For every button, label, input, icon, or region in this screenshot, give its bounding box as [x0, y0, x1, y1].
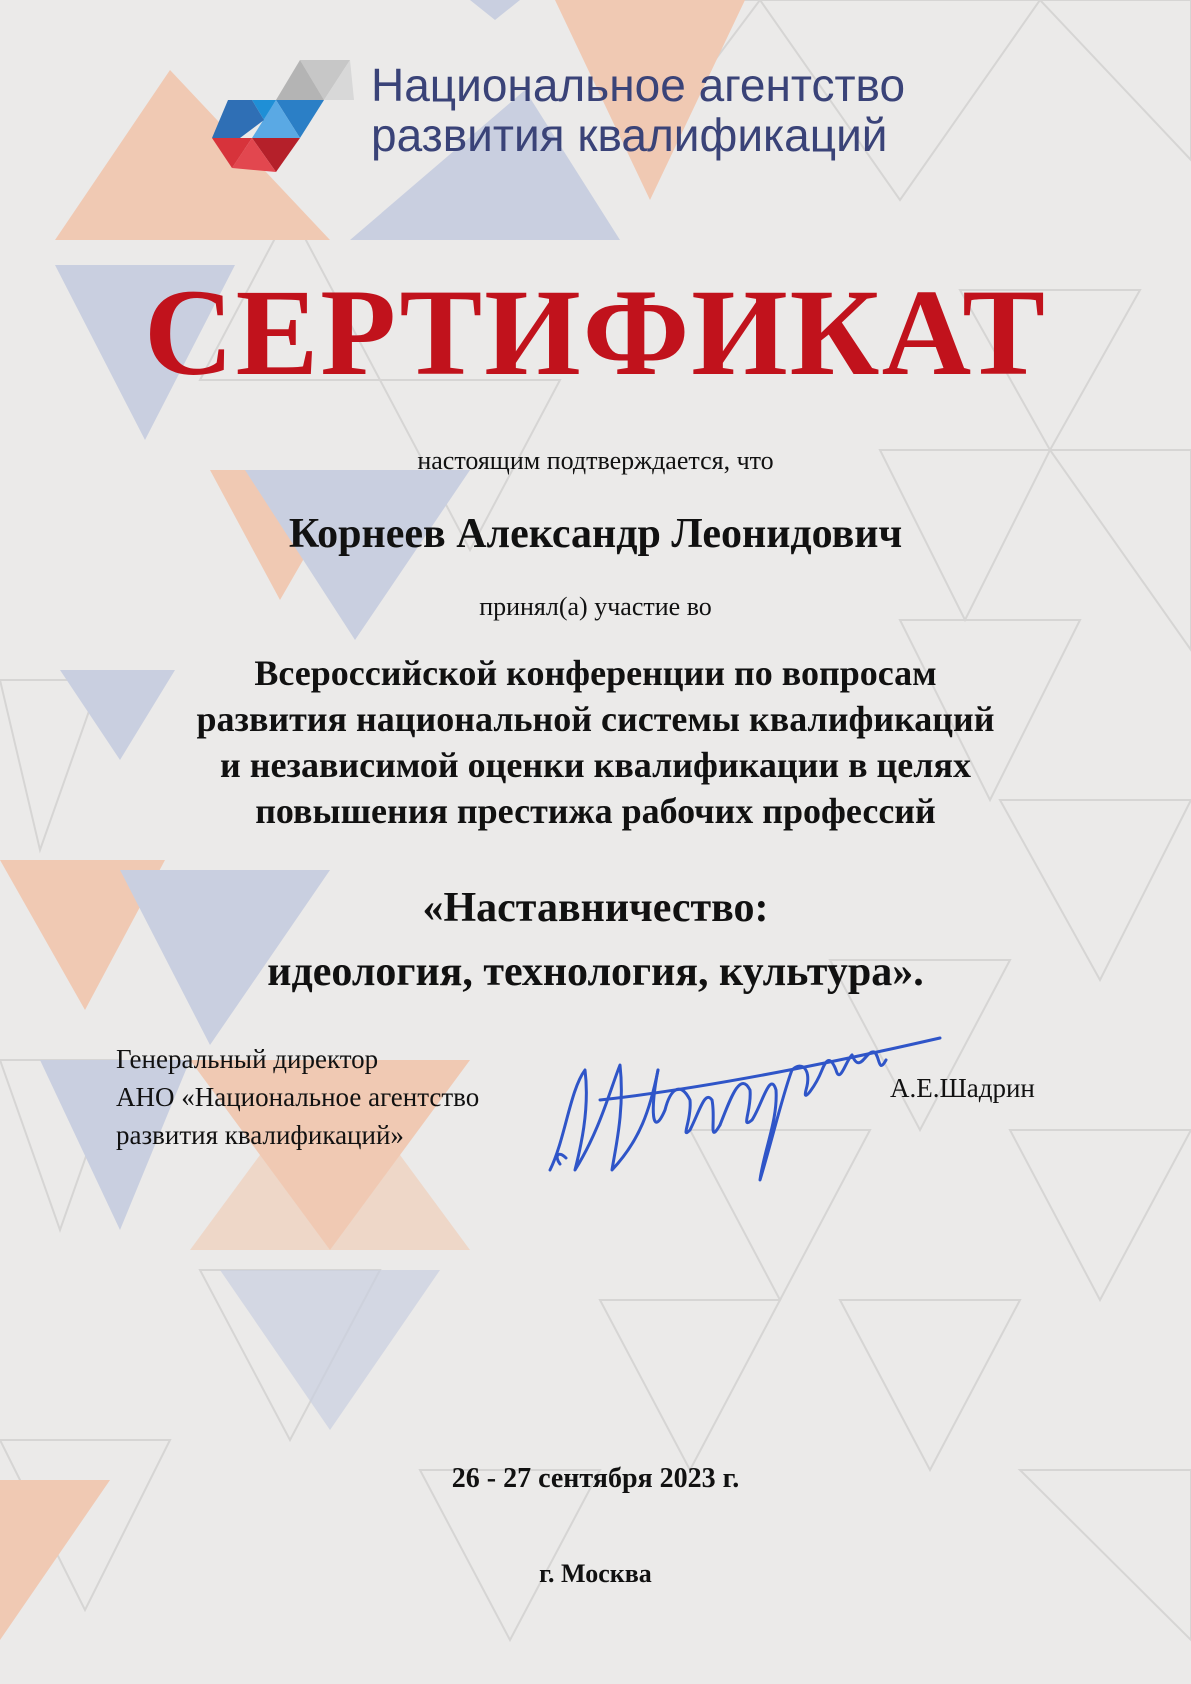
recipient-name: Корнеев Александр Леонидович — [288, 511, 903, 557]
position-line: Генеральный директор — [116, 1044, 379, 1074]
conference-line: развития национальной системы квалификаций — [196, 699, 995, 739]
logo-mark — [212, 58, 354, 172]
certificate-title: СЕРТИФИКАТ — [144, 264, 1047, 401]
event-city: г. Москва — [539, 1559, 652, 1588]
logo-line-1: Национальное агентство — [371, 59, 906, 111]
topic-line: идеология, технология, культура». — [267, 949, 924, 995]
handwritten-signature — [540, 1030, 960, 1190]
signatory-name: А.Е.Шадрин — [890, 1073, 1035, 1103]
participation-text: принял(а) участие во — [479, 592, 712, 621]
position-line: развития квалификаций» — [116, 1120, 404, 1150]
signatory-position — [116, 1040, 479, 1154]
position-line: АНО «Национальное агентство — [116, 1082, 480, 1112]
event-date: 26 - 27 сентября 2023 г. — [451, 1463, 740, 1494]
intro-text: настоящим подтверждается, что — [417, 446, 774, 475]
conference-title — [0, 650, 1191, 834]
logo-line-2: развития квалификаций — [371, 109, 888, 161]
conference-line: Всероссийской конференции по вопросам — [254, 653, 937, 693]
organization-logo-text — [371, 60, 905, 160]
conference-line: повышения престижа рабочих профессий — [255, 791, 936, 831]
conference-topic — [0, 876, 1191, 1004]
topic-line: «Наставничество: — [422, 885, 769, 931]
conference-line: и независимой оценки квалификации в целях — [220, 745, 971, 785]
